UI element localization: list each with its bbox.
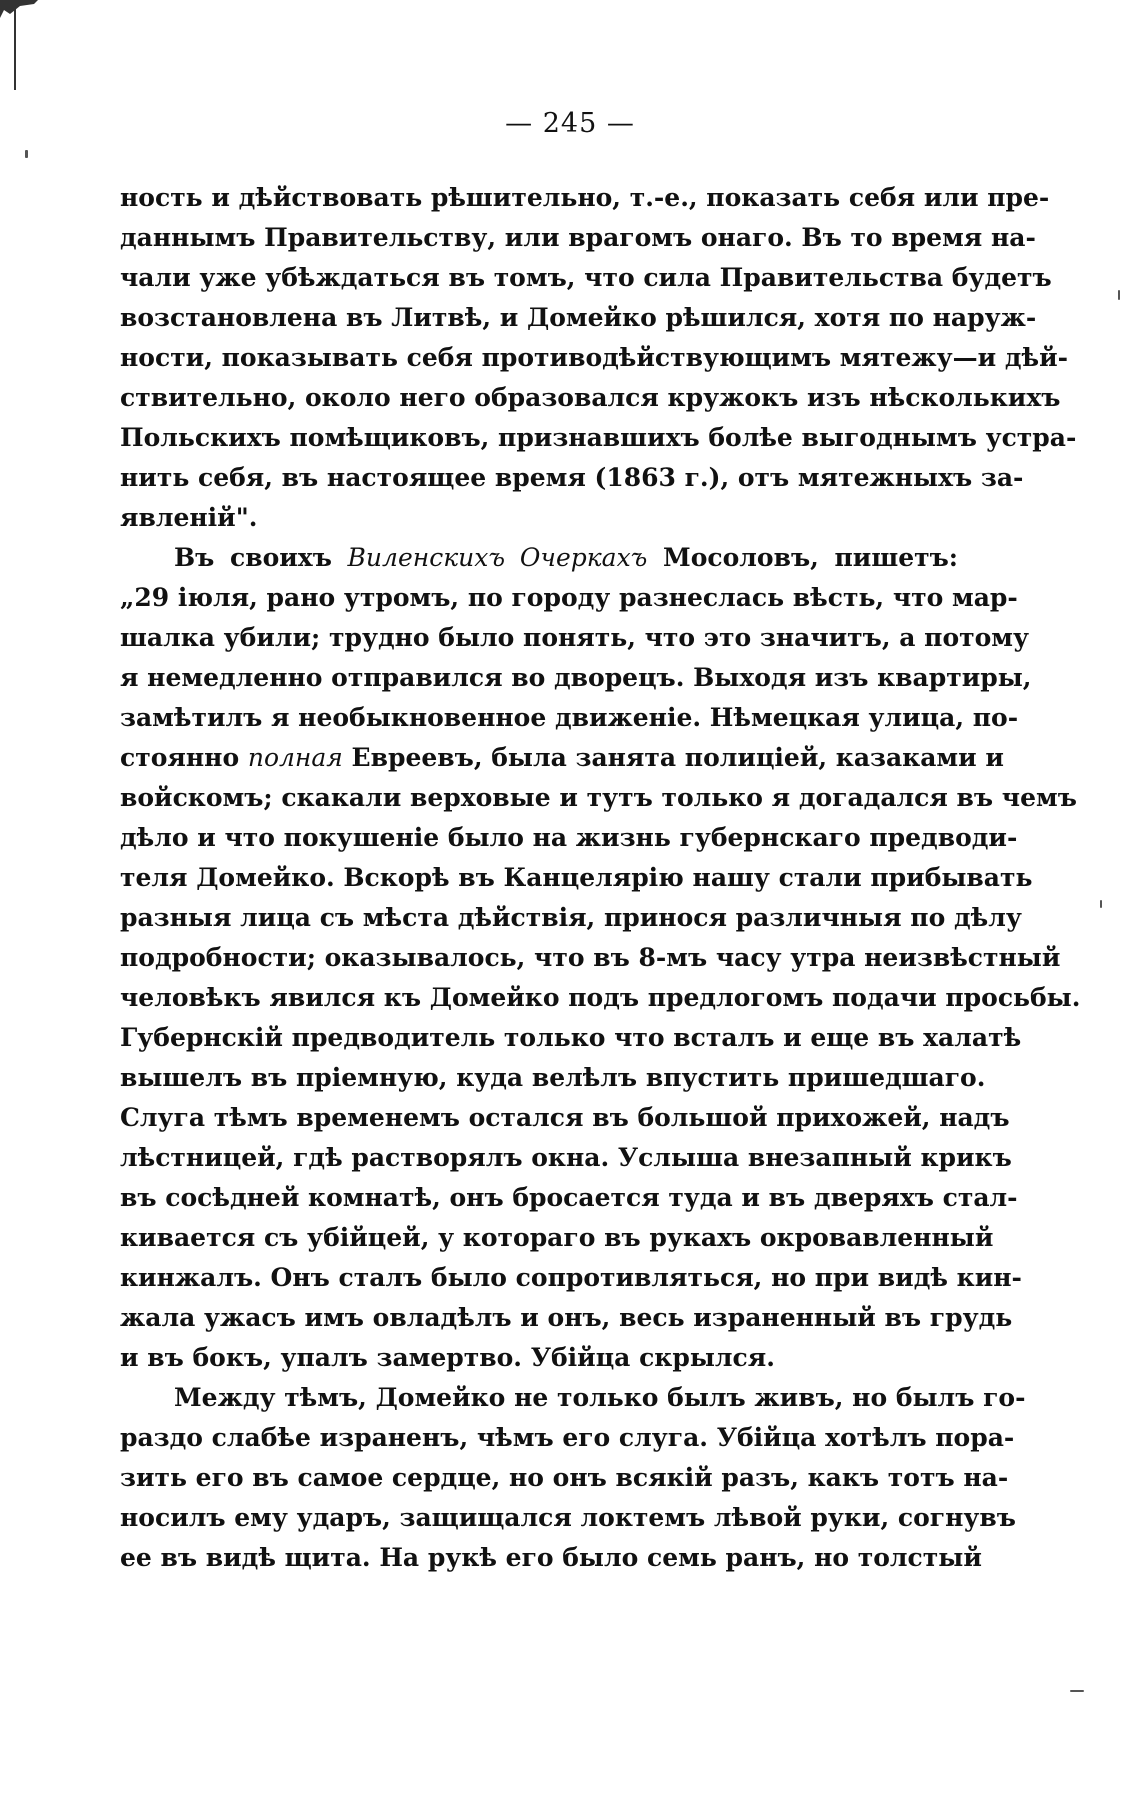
text-line-segment: возстановлена въ Литвѣ, и Домейко рѣшился, хотя по наруж-	[120, 303, 1037, 332]
page-number: — 245 —	[505, 108, 635, 139]
text-line-segment: кинжалъ. Онъ сталъ было сопротивляться, но при видѣ кин-	[120, 1263, 1022, 1292]
scan-speck	[1100, 900, 1102, 908]
text-line-segment: Мосоловъ, пишетъ:	[647, 543, 959, 572]
text-line	[120, 338, 1069, 378]
text-line-segment: замѣтилъ я необыкновенное движеніе. Нѣмецкая улица, по-	[120, 703, 1019, 732]
text-line-segment: зить его въ самое сердце, но онъ всякій разъ, какъ тотъ на-	[120, 1463, 1009, 1492]
text-line	[120, 538, 958, 578]
text-line	[120, 1098, 1010, 1138]
text-line-segment: Въ своихъ	[174, 543, 348, 572]
text-line-segment: раздо слабѣе израненъ, чѣмъ его слуга. Убійца хотѣлъ пора-	[120, 1423, 1015, 1452]
text-line	[120, 1258, 1022, 1298]
text-line-segment: Губернскій предводитель только что всталъ и еще въ халатѣ	[120, 1023, 1022, 1052]
body-text	[120, 178, 1081, 1578]
text-line	[120, 1178, 1018, 1218]
text-line	[120, 298, 1037, 338]
italic-title: полная	[247, 743, 343, 772]
text-line-segment: явленій".	[120, 503, 258, 532]
text-line-segment: Евреевъ, была занята полиціей, казаками и	[342, 743, 1004, 772]
text-line	[120, 178, 1050, 218]
text-line-segment: Слуга тѣмъ временемъ остался въ большой прихожей, надъ	[120, 1103, 1010, 1132]
text-line-segment: ности, показывать себя противодѣйствующимъ мятежу—и дѣй-	[120, 343, 1069, 372]
text-line-segment: стоянно	[120, 743, 248, 772]
text-line-segment: Польскихъ помѣщиковъ, признавшихъ болѣе выгоднымъ устра-	[120, 423, 1077, 452]
text-line-segment: и въ бокъ, упалъ замертво. Убійца скрылся.	[120, 1343, 775, 1372]
text-line	[120, 1338, 958, 1378]
text-line	[120, 418, 1077, 458]
scan-left-edge	[14, 0, 16, 90]
italic-title: Виленскихъ Очеркахъ	[347, 543, 648, 572]
text-line-segment: теля Домейко. Вскорѣ въ Канцелярію нашу стали прибывать	[120, 863, 1033, 892]
scan-speck	[1070, 1690, 1084, 1692]
text-line-segment: человѣкъ явился къ Домейко подъ предлогомъ подачи просьбы.	[120, 983, 1081, 1012]
text-line	[120, 258, 1052, 298]
text-line-segment: подробности; оказывалось, что въ 8-мъ часу утра неизвѣстный	[120, 943, 1061, 972]
text-line-segment: ствительно, около него образовался кружокъ изъ нѣсколькихъ	[120, 383, 1061, 412]
text-line	[120, 938, 1061, 978]
text-line-segment: даннымъ Правительству, или врагомъ онаго. Въ то время на-	[120, 223, 1036, 252]
text-line	[120, 578, 1018, 618]
text-line	[120, 1458, 1009, 1498]
text-line-segment: я немедленно отправился во дворецъ. Выходя изъ квартиры,	[120, 663, 1032, 692]
text-line	[120, 698, 1019, 738]
text-line-segment: дѣло и что покушеніе было на жизнь губернскаго предводи-	[120, 823, 1018, 852]
text-line	[120, 218, 1036, 258]
text-line-segment: жала ужасъ имъ овладѣлъ и онъ, весь израненный въ грудь	[120, 1303, 1013, 1332]
text-line-segment: разныя лица съ мѣста дѣйствія, принося различныя по дѣлу	[120, 903, 1022, 932]
text-line-segment: кивается съ убійцей, у котораго въ рукахъ окровавленный	[120, 1223, 994, 1252]
text-line-segment: ее въ видѣ щита. На рукѣ его было семь ранъ, но толстый	[120, 1543, 982, 1572]
text-line-segment: нить себя, въ настоящее время (1863 г.), отъ мятежныхъ за-	[120, 463, 1024, 492]
text-line	[120, 1058, 986, 1098]
text-line	[120, 858, 1033, 898]
text-line	[120, 658, 1032, 698]
text-line	[120, 1418, 1015, 1458]
text-line-segment: лѣстницей, гдѣ растворялъ окна. Услыша внезапный крикъ	[120, 1143, 1012, 1172]
scan-speck	[1118, 290, 1120, 300]
text-line-segment: чали уже убѣждаться въ томъ, что сила Правительства будетъ	[120, 263, 1052, 292]
text-line-segment: ность и дѣйствовать рѣшительно, т.-е., показать себя или пре-	[120, 183, 1050, 212]
text-line-segment: шалка убили; трудно было понять, что это значитъ, а потому	[120, 623, 1030, 652]
text-line	[120, 1018, 1022, 1058]
text-line	[120, 1538, 982, 1578]
scan-corner-mark	[0, 0, 40, 20]
text-line	[120, 978, 1081, 1018]
text-line-segment: „29 іюля, рано утромъ, по городу разнеслась вѣсть, что мар-	[120, 583, 1018, 612]
text-line	[120, 898, 1022, 938]
scan-speck	[25, 150, 28, 158]
text-line	[120, 618, 1030, 658]
text-line	[120, 1298, 1013, 1338]
text-line	[120, 1218, 994, 1258]
text-line-segment: носилъ ему ударъ, защищался локтемъ лѣвой руки, согнувъ	[120, 1503, 1016, 1532]
text-line	[120, 1498, 1016, 1538]
text-line	[120, 778, 1077, 818]
text-line	[120, 738, 1004, 778]
text-line	[120, 1378, 1026, 1418]
text-line	[120, 458, 1024, 498]
text-line-segment: вышелъ въ пріемную, куда велѣлъ впустить пришедшаго.	[120, 1063, 986, 1092]
text-line-segment: въ сосѣдней комнатѣ, онъ бросается туда и въ дверяхъ стал-	[120, 1183, 1018, 1212]
text-line	[120, 818, 1018, 858]
text-line	[120, 498, 958, 538]
text-line	[120, 378, 1061, 418]
text-line	[120, 1138, 1012, 1178]
text-line-segment: войскомъ; скакали верховые и тутъ только я догадался въ чемъ	[120, 783, 1077, 812]
text-line-segment: Между тѣмъ, Домейко не только былъ живъ, но былъ го-	[174, 1383, 1026, 1412]
